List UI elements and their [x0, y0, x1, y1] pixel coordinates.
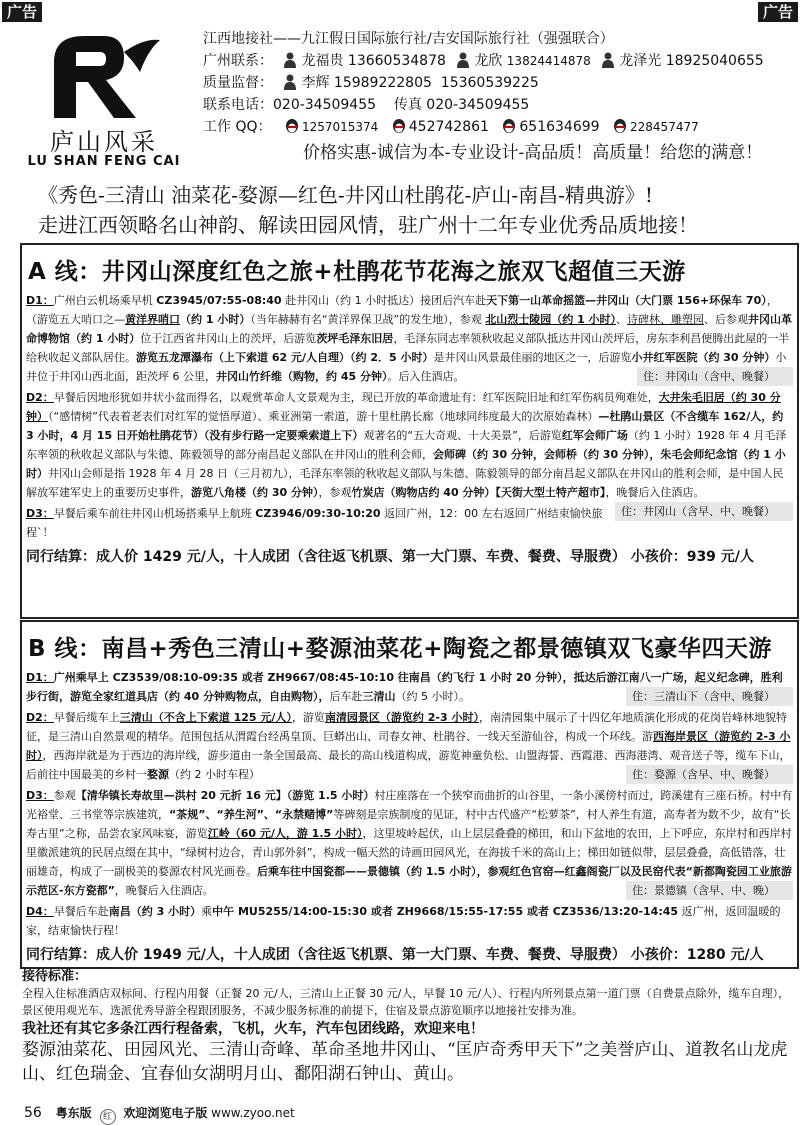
attraction: 三清山（不含上下索道 125 元/人） — [119, 711, 292, 724]
itinerary-text: ，毛泽东同志率领秋收起义部队抵达井冈山茨坪后，房东李利昌便腾出此屋的一半给秋收起义部队居住。 — [26, 332, 790, 364]
day-tag: D3： — [26, 789, 54, 802]
itinerary-text: 观著名的“五大奇观、十大美景”，后游览 — [363, 429, 562, 442]
qq-number[interactable]: 452742861 — [408, 119, 489, 135]
promo-line: 《秀色-三清山 油菜花-婺源—红色-井冈山杜鹃花-庐山-南昌-精典游》! — [38, 183, 653, 207]
shopping-stop: 后乘车往中国瓷都——景德镇（约 1.5 小时），参观红色官窑—红鑫阁瓷厂以及民窑代表“新都陶瓷园工业旅游示范区-东方瓷都” — [26, 865, 792, 897]
logo — [24, 32, 184, 172]
flight-number: CZ3946/09:30-10:20 — [255, 507, 381, 520]
contact-phone[interactable]: 13824414878 — [506, 54, 591, 68]
itinerary-text: 位于江西省井冈山上的茨坪，后游览 — [140, 332, 317, 345]
contact-name: 龙欣 — [474, 53, 503, 69]
lushan-logo-icon — [44, 32, 164, 118]
itinerary-text: ，游览 — [291, 711, 325, 724]
person-icon — [283, 52, 297, 68]
attraction: 诗碑林、雕塑园 — [627, 313, 705, 326]
day-tag: D3： — [26, 507, 54, 520]
itinerary-day — [22, 708, 797, 784]
itinerary-text: ，参观 — [318, 486, 352, 499]
attraction: 三清山 — [362, 690, 396, 703]
itinerary-day — [22, 902, 797, 940]
tel-label: 联系电话： — [203, 97, 273, 113]
itinerary-text: 是井冈山风景最佳丽的地区之一，后游览 — [433, 351, 632, 364]
day-tag: D2： — [26, 711, 54, 724]
welcome-text: 欢迎浏览电子版 — [123, 1106, 208, 1120]
itinerary-text: 村庄座落在一个狭窄而曲折的山谷里，一条小溪傍村而过，跨溪建有三座石桥。村中有光裕堂、三书堂等宗族建筑， — [26, 789, 793, 821]
tour-line-a — [20, 243, 799, 619]
itinerary-text: 返回广州，12：00 左右返回广州结束愉快旅程`！ — [26, 507, 603, 539]
itinerary-text: 参观 — [53, 789, 76, 802]
attraction: 【清华镇长寿故里—洪村 20 元折 16 元】（游览 1.5 小时） — [75, 789, 375, 802]
attraction: —杜鹃山景区（不含缆车 162/人，约 3 小时，4 月 15 日开始杜鹃花节）（没有步行路一定要乘索道上下） — [26, 410, 784, 442]
attraction: 南昌（约 3 小时） — [108, 905, 202, 918]
itinerary-text: 乘 — [201, 905, 213, 918]
accommodation-note: 住：井冈山（含早、中、晚餐） — [615, 502, 793, 521]
itinerary-text: ，晚餐后入住酒店。 — [605, 486, 705, 499]
attraction: 游览五龙潭瀑布（上下索道 62 元/人自理）（约 2．5 小时） — [136, 351, 434, 364]
attraction: 茨坪毛泽东旧居 — [316, 332, 394, 345]
contact-name: 龙福贵 — [301, 53, 344, 69]
itinerary-text: （当年赫赫有名“黄洋界保卫战”的发生地），参观 — [250, 313, 486, 326]
contact-invitation: 我社还有其它多条江西行程备索，飞机，火车，汽车包团线路，欢迎来电！ — [22, 1021, 484, 1037]
standards-text: 全程入住标准酒店双标间、行程内用餐（正餐 20 元/人，三清山上正餐 30 元/人，早餐 10 元/人）、行程内所列景点第一道门票（自费景点除外，缆车自理），景区使用观光车、选派优秀导游全程跟团服务，不减少服务标准的前提下，住宿及景点游览顺序以地接社安排为准。 — [22, 987, 790, 1017]
tour-line-title: B 线：南昌+秀色三清山+婺源油菜花+陶瓷之都景德镇双飞豪华四天游 — [28, 636, 772, 662]
logo-english-name: LU SHAN FENG CAI — [27, 154, 181, 169]
ad-label-left: 广告 — [2, 2, 42, 22]
itinerary-text: ，南清园集中展示了十四亿年地质演化形成的花岗岩峰林地貌特征，是三清山自然景观的精华。范围包括从渭霞台经禹皇顶、巨蟒出山、司春女神、杜鹃谷、一线天至游仙谷，构成一个环线。游 — [26, 711, 787, 743]
website-link[interactable]: www.zyoo.net — [211, 1106, 295, 1120]
person-icon — [601, 52, 615, 68]
itinerary-day — [22, 786, 797, 900]
agency-slogan: 价格实惠-诚信为本-专业设计-高品质！高质量！给您的满意！ — [303, 143, 763, 163]
quality-label: 质量监督： — [203, 75, 273, 91]
agency-header — [18, 22, 788, 172]
promo-banner — [38, 180, 798, 240]
attraction: 天下第一山革命摇篮—井冈山（大门票 156+环保车 70） — [486, 294, 767, 307]
accommodation-note: 住：三清山下（含中、晚餐） — [626, 687, 793, 706]
qq-label: 工作 QQ： — [203, 119, 272, 135]
attraction: 黄洋界哨口 — [125, 313, 180, 326]
contact-name: 龙泽光 — [619, 53, 662, 69]
quality-name: 李辉 — [301, 75, 330, 91]
attraction: “茶规”、“养生河”、“永禁赌博” — [169, 808, 334, 821]
attraction: 北山烈士陵园（约 1 小时） — [485, 313, 617, 326]
fax-number: 020-34509455 — [426, 97, 530, 113]
tour-line-title: A 线：井冈山深度红色之旅+杜鹃花节花海之旅双飞超值三天游 — [28, 259, 686, 285]
shopping-stop: 竹炭店（购物店约 40 分钟）【天街大型土特产超市】 — [351, 486, 606, 499]
day-tag: D2： — [26, 391, 54, 404]
featured-areas: 婺源油菜花、田园风光、三清山奇峰、革命圣地井冈山、“匡庐奇秀甲天下”之美誉庐山、道教名山龙虎山、红色瑞金、宜春仙女湖明月山、鄱阳湖石钟山、黄山。 — [22, 1040, 788, 1084]
tel-number[interactable]: 020-34509455 — [273, 97, 377, 113]
edition-label: 粤东版 — [55, 1106, 92, 1120]
qq-penguin-icon — [284, 118, 300, 134]
attraction: 大井朱毛旧居（约 30 分钟） — [26, 391, 781, 423]
attraction: 小井红军医院（约 30 分钟） — [631, 351, 776, 364]
qq-number[interactable]: 1257015374 — [301, 120, 379, 134]
page-footer — [24, 1104, 295, 1125]
itinerary-day — [22, 668, 797, 706]
itinerary-text: 早餐后因地形犹如井状小盆而得名，以观赏革命人文景观为主，现已开放的革命遗址有：红军医院旧址和红军伤病员殉难处， — [53, 391, 659, 404]
qq-number[interactable]: 651634699 — [519, 119, 600, 135]
itinerary-text: 广州乘早上 CZ3539/08:10-09:35 或者 ZH9667/08:45-10:10 往南昌（约飞行 1 小时 20 分钟），抵达后游江南八一广场，起义纪念碑，胜利步行街，游览全家红道具店（约 40 分钟购物点，自由购物）， — [26, 671, 783, 703]
itinerary-text: （“感情树”代表着老表们对红军的觉悟厚道）、乘亚洲第一索道，游十里杜鹃长廊（地球同纬度最大的次原始森林） — [48, 410, 599, 423]
telephone-fax — [203, 94, 793, 116]
tour-line-b — [20, 620, 799, 969]
itinerary-text: 井冈山会师是指 1928 年 4 月 28 日（三月初九），毛泽东率领的秋收起义部队与朱德、陈毅领导的部分南昌起义部队在井冈山的胜利会师，是中国人民解放军建军史上的重要历史事件， — [26, 467, 784, 499]
work-qq — [203, 116, 793, 138]
itinerary-text: （约 5 小时）。 — [395, 690, 470, 703]
qq-penguin-icon — [612, 118, 628, 134]
day-tag: D1： — [26, 294, 54, 307]
itinerary-text: 小井位于井冈山西北面，距茨坪 6 公里， — [26, 351, 787, 383]
quality-phone[interactable]: 15989222805 — [333, 75, 432, 91]
attraction: 会师碑（约 30 分钟，会师桥（约 30 分钟），朱毛会师纪念馆（约 1 小时） — [26, 448, 786, 480]
accommodation-note: 住：婺源（含早、中、晚餐） — [626, 765, 793, 784]
guangzhou-contacts — [203, 50, 793, 72]
person-icon — [456, 52, 470, 68]
qq-penguin-icon — [391, 118, 407, 134]
attraction: 江岭（60 元/人，游 1.5 小时） — [207, 827, 363, 840]
promo-line: 走进江西领略名山神韵、解读田园风情，驻广州十二年专业优秀品质地接！ — [38, 213, 698, 237]
accommodation-note: 住：景德镇（含早、中、晚） — [626, 881, 793, 900]
itinerary-text: （约 1 小时）1928 年 4 月毛泽东率领的秋收起义部队与朱德、陈毅领导的部分南昌起义部队在井冈山的胜利会师， — [26, 429, 787, 461]
attraction: 游览八角楼（约 30 分钟） — [191, 486, 319, 499]
itinerary-text: 早餐后车赴 — [53, 905, 109, 918]
contact-phone[interactable]: 18925040655 — [665, 53, 764, 69]
day-tag: D1： — [26, 671, 54, 684]
attraction: 西海岸景区（游览约 2-3 小时） — [26, 730, 791, 762]
shopping-stop: 井冈山竹纤维（购物，约 45 分钟） — [216, 370, 388, 383]
itinerary-text: 返广州，返回温暖的家，结束愉快行程！ — [26, 905, 781, 937]
itinerary-text: 后车赴 — [329, 690, 363, 703]
itinerary-text: ，这里坡岭起伏，山上层层叠叠的梯田，和山下盆地的农田，上下呼应，东岸村和西岸村里徽派建筑的民居点缀在其中，“绿树村边合，青山郭外斜”，构成一幅天然的诗画田园风光，在海拔千米的高山上；梯田如链似带，层层叠叠，高低错落，壮丽雄奇，构成了一副极美的婺源农村风光画卷。 — [26, 827, 792, 878]
agency-name: 江西地接社——九江假日国际旅行社/吉安国际旅行社（强强联合） — [203, 31, 614, 47]
service-standards — [22, 968, 792, 1086]
qq-penguin-icon — [501, 118, 517, 134]
flight-number: CZ3945/07:55-08:40 — [156, 294, 282, 307]
attraction: 婺源 — [147, 768, 169, 781]
itinerary-text: ，晚餐后入住酒店。 — [114, 884, 214, 897]
itinerary-text: 早餐后缆车上 — [53, 711, 120, 724]
itinerary-text: 、 — [616, 313, 628, 326]
itinerary-day — [22, 504, 797, 542]
itinerary-text: 广州白云机场乘早机 — [53, 294, 157, 307]
quality-supervision — [203, 72, 793, 94]
itinerary-text: 等碑刻是宗族制度的见证，村中古代盛产“松萝茶”，村人养生有道，高寿者为数不少，故有“长寿古里”之称，品尝农家风味宴，游览 — [26, 808, 791, 840]
ad-label-right: 广告 — [758, 2, 798, 22]
flight-number: 中午 MU5255/14:00-15:30 或者 ZH9668/15:55-17:55 或者 CZ3536/13:20-14:45 — [212, 905, 679, 918]
duration: （约 1 小时） — [180, 313, 251, 326]
edition-badge-icon: 红 — [100, 1109, 116, 1125]
guangzhou-contacts-label: 广州联系： — [203, 53, 273, 69]
agency-contact-info — [203, 28, 793, 164]
qq-number[interactable]: 228457477 — [630, 120, 699, 134]
itinerary-text: 、后参观 — [704, 313, 749, 326]
attraction: 红军会师广场 — [561, 429, 628, 442]
day-tag: D4： — [26, 905, 54, 918]
itinerary-day — [22, 291, 797, 386]
itinerary-text: ，西海岸就是为于西边的海岸线，游步道由一条全国最高、最长的高山栈道构成，游览神童负松、山盟海誓、西霞港、西海港湾、观音送子等，缆车下山，后前往中国最美的乡村一 — [26, 749, 791, 781]
contact-phone[interactable]: 13660534878 — [347, 53, 446, 69]
fax-label: 传真 — [393, 97, 422, 113]
quality-phone[interactable]: 15360539225 — [440, 75, 539, 91]
page-number: 56 — [24, 1105, 42, 1121]
itinerary-text: 赴井冈山（约 1 小时抵达）接团后汽车赴 — [281, 294, 487, 307]
price-summary: 同行结算：成人价 1429 元/人，十人成团（含往返飞机票、第一大门票、车费、餐费、导服费） 小孩价：939 元/人 — [26, 549, 754, 565]
standards-title: 接待标准： — [22, 969, 88, 984]
itinerary-text: 。后入住酒店。 — [387, 370, 465, 383]
itinerary-text: ，（游览五大哨口之— — [26, 294, 778, 326]
itinerary-text: （约 2 小时车程） — [169, 768, 260, 781]
attraction: 南清园景区（游览约 2-3 小时） — [324, 711, 479, 724]
person-icon — [283, 74, 297, 90]
price-summary: 同行结算：成人价 1949 元/人，十人成团（含往返飞机票、第一大门票、车费、餐费、导服费） 小孩价：1280 元/人 — [26, 947, 764, 963]
itinerary-text: 早餐后乘车前往井冈山机场搭乘早上航班 — [53, 507, 256, 520]
logo-chinese-name: 庐山风采 — [50, 128, 158, 156]
accommodation-note: 住：井冈山（含中、晚餐） — [637, 367, 793, 386]
attraction: 井冈山革命博物馆（约 1 小时） — [26, 313, 793, 345]
